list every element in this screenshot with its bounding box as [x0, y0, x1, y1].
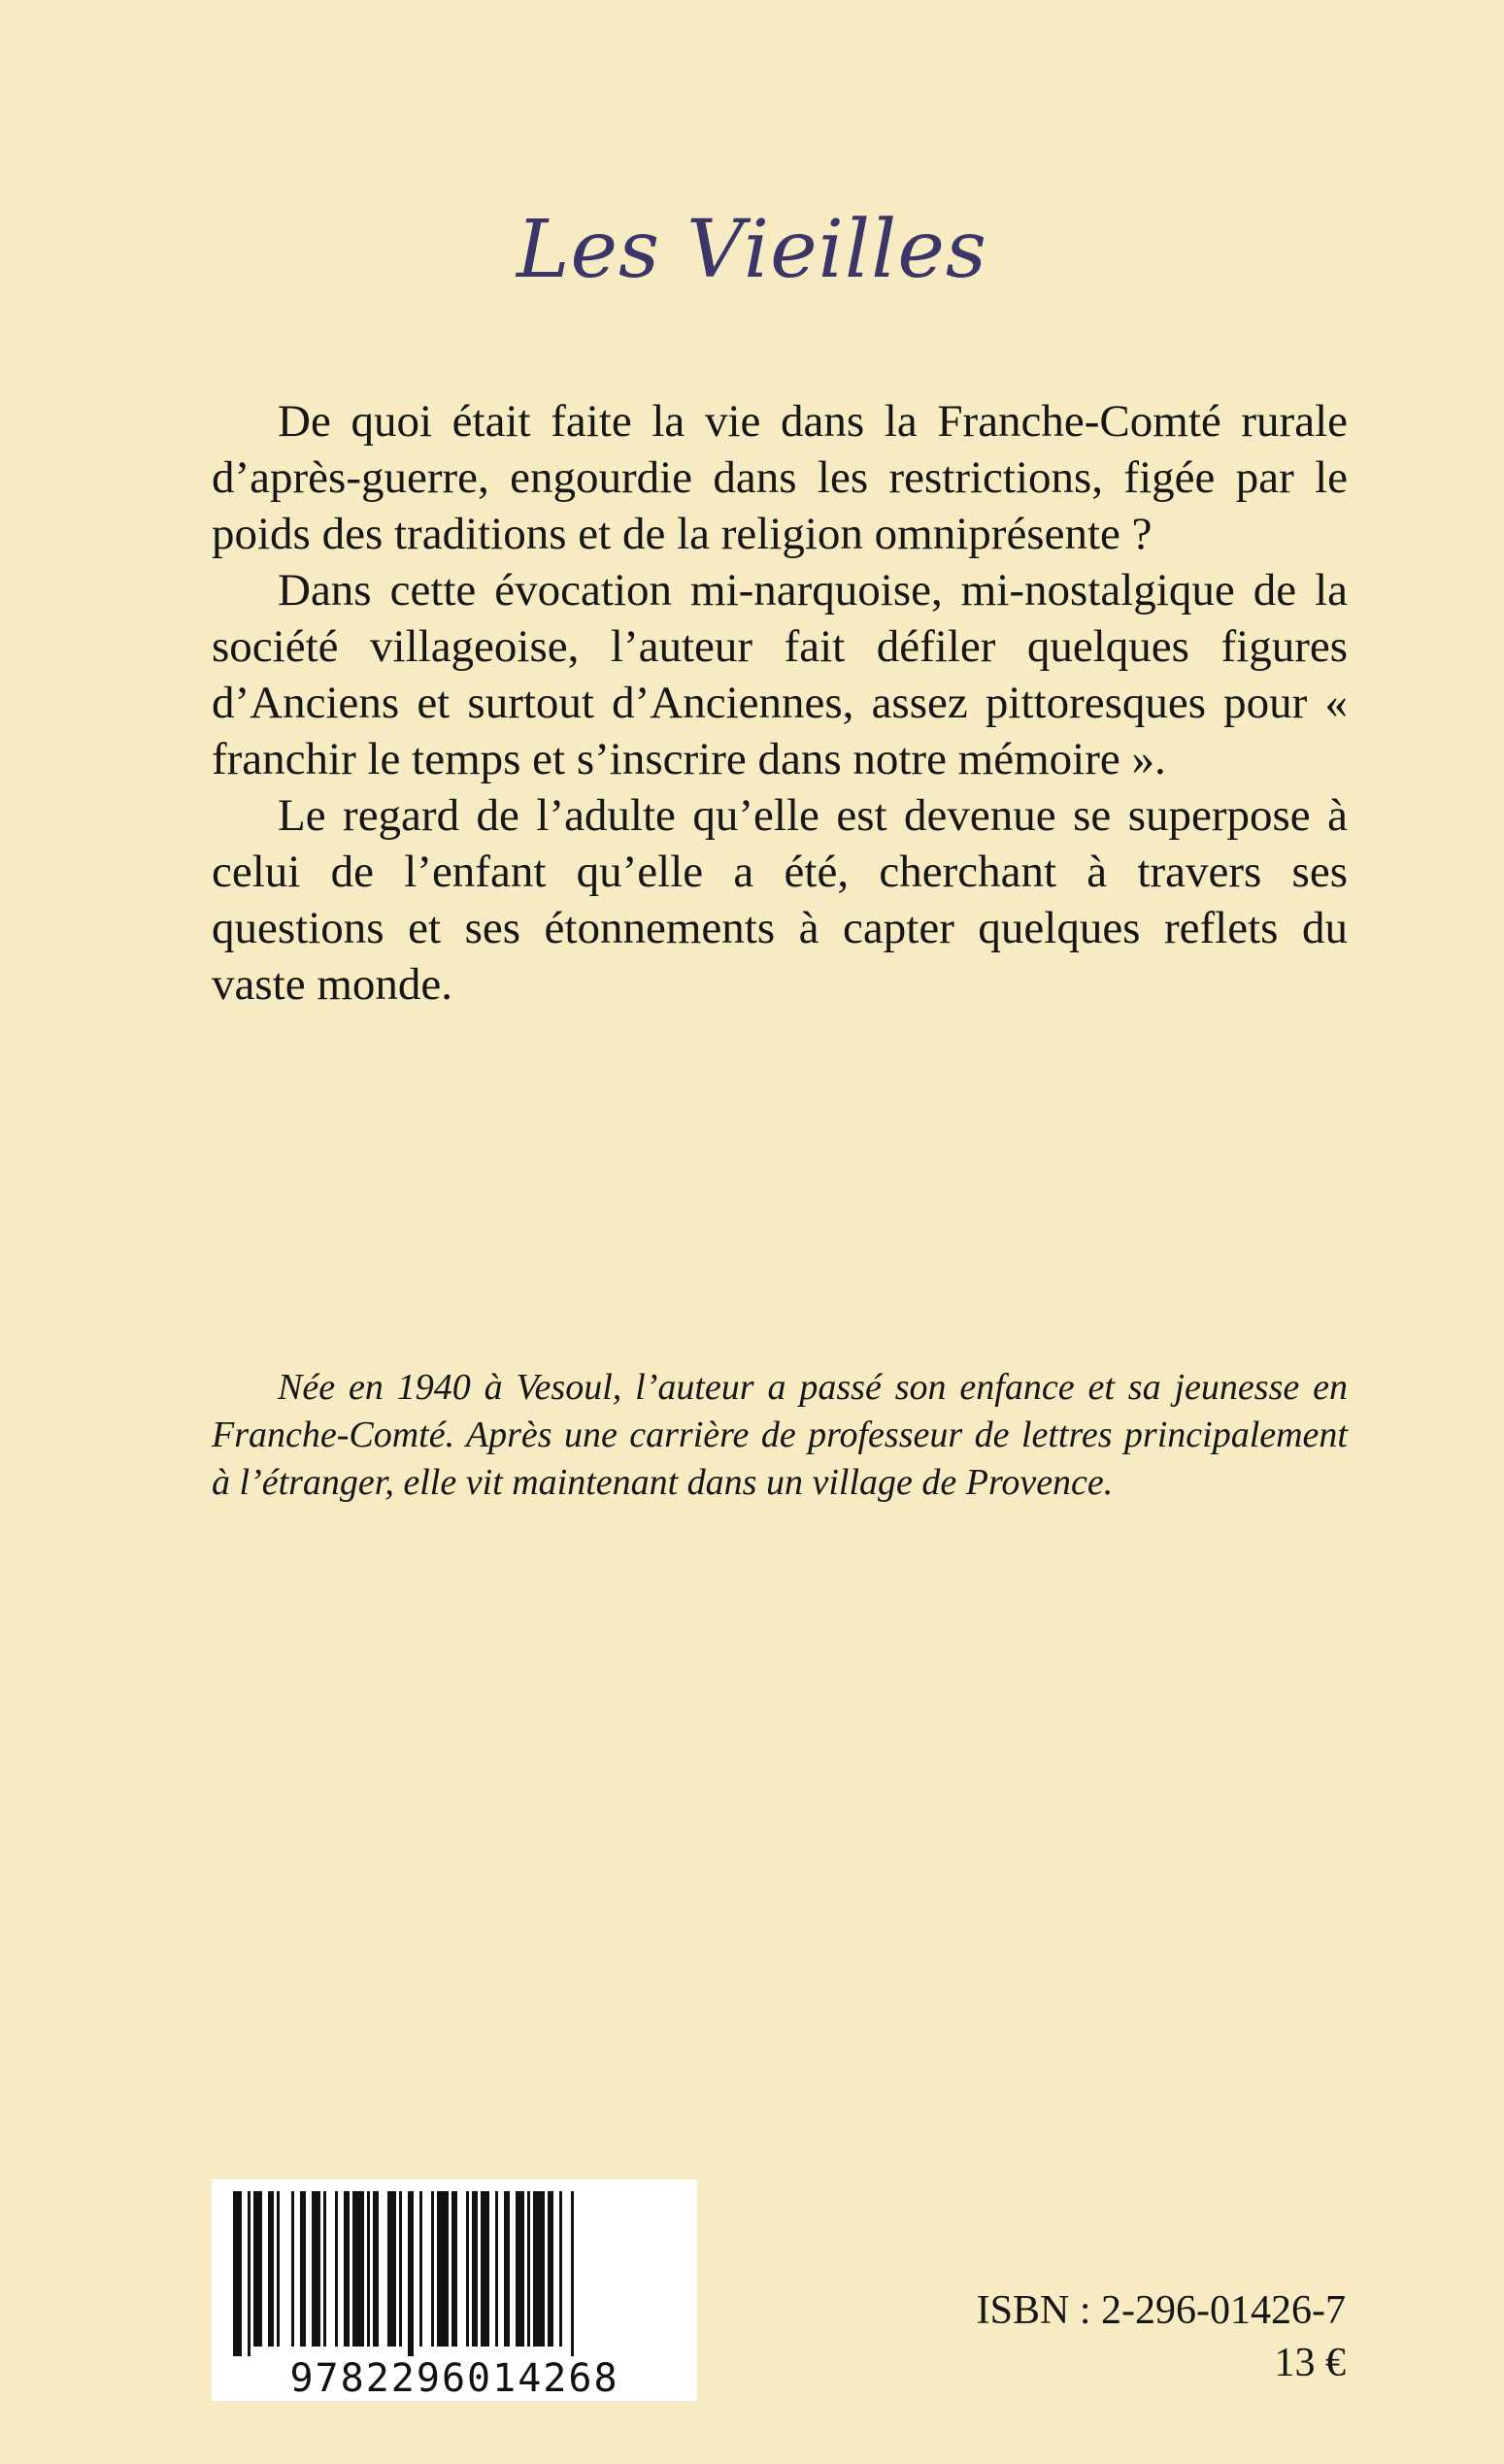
barcode-bar: [419, 2191, 422, 2347]
barcode-bar: [373, 2191, 379, 2347]
author-bio: Née en 1940 à Vesoul, l’auteur a passé son enfance et sa jeunesse en Franche-Comté. Après une carrière de professeur de lettres principalement à l’étranger, elle vit maintenant dans un village de Provence.: [212, 1367, 1348, 1503]
barcode-bar: [323, 2191, 326, 2347]
barcode-digits: 9782296014268: [289, 2356, 619, 2401]
barcode-bar: [437, 2191, 449, 2347]
book-blurb: [212, 393, 1348, 1013]
barcode-bar: [527, 2191, 530, 2347]
blurb-paragraph-1: De quoi était faite la vie dans la Franche-Comté rurale d’après-guerre, engourdie dans les restrictions, figée par le poids des traditions et de la religion omniprésente ?: [212, 396, 1348, 559]
barcode-bar: [472, 2191, 478, 2347]
barcode-bar: [516, 2191, 524, 2347]
barcode-graphic: [212, 2180, 697, 2401]
barcode-bar: [344, 2191, 350, 2347]
barcode-bar: [481, 2191, 489, 2347]
barcode-bar: [367, 2191, 370, 2347]
barcode-bar: [408, 2191, 414, 2356]
book-title: Les Vieilles: [517, 204, 987, 296]
barcode-bar: [451, 2191, 457, 2347]
barcode-bar: [533, 2191, 545, 2347]
barcode-bar: [504, 2191, 510, 2347]
barcode-bar: [312, 2191, 320, 2347]
barcode-bar: [291, 2191, 294, 2347]
barcode-bar: [571, 2191, 574, 2356]
barcode-bar: [300, 2191, 306, 2347]
barcode-bar: [431, 2191, 434, 2347]
blurb-paragraph-2: Dans cette évocation mi-narquoise, mi-nostalgique de la société villageoise, l’auteur fait défiler quelques figures d’Anciens et surtout d’Anciennes, assez pittoresques pour « franchir le temps et s’inscrire dans notre mémoire ».: [212, 565, 1348, 784]
barcode-bar: [277, 2191, 280, 2347]
barcode: [212, 2180, 697, 2401]
barcode-bar: [233, 2191, 242, 2356]
barcode-bar: [387, 2191, 396, 2347]
barcode-bar: [248, 2191, 251, 2356]
barcode-bar: [399, 2191, 402, 2347]
barcode-bar: [268, 2191, 274, 2347]
isbn-label: ISBN : 2-296-01426-7: [976, 2288, 1346, 2333]
price-label: 13 €: [1274, 2341, 1346, 2385]
barcode-bar: [548, 2191, 553, 2347]
barcode-bar: [335, 2191, 338, 2347]
barcode-bar: [466, 2191, 469, 2347]
blurb-paragraph-3: Le regard de l’adulte qu’elle est devenue se superpose à celui de l’enfant qu’elle a été, cherchant à travers ses questions et ses étonnements à capter quelques reflets du vaste monde.: [212, 790, 1348, 1010]
barcode-bar: [559, 2191, 562, 2347]
barcode-bar: [495, 2191, 498, 2347]
barcode-bar: [352, 2191, 364, 2347]
barcode-bar: [253, 2191, 262, 2347]
